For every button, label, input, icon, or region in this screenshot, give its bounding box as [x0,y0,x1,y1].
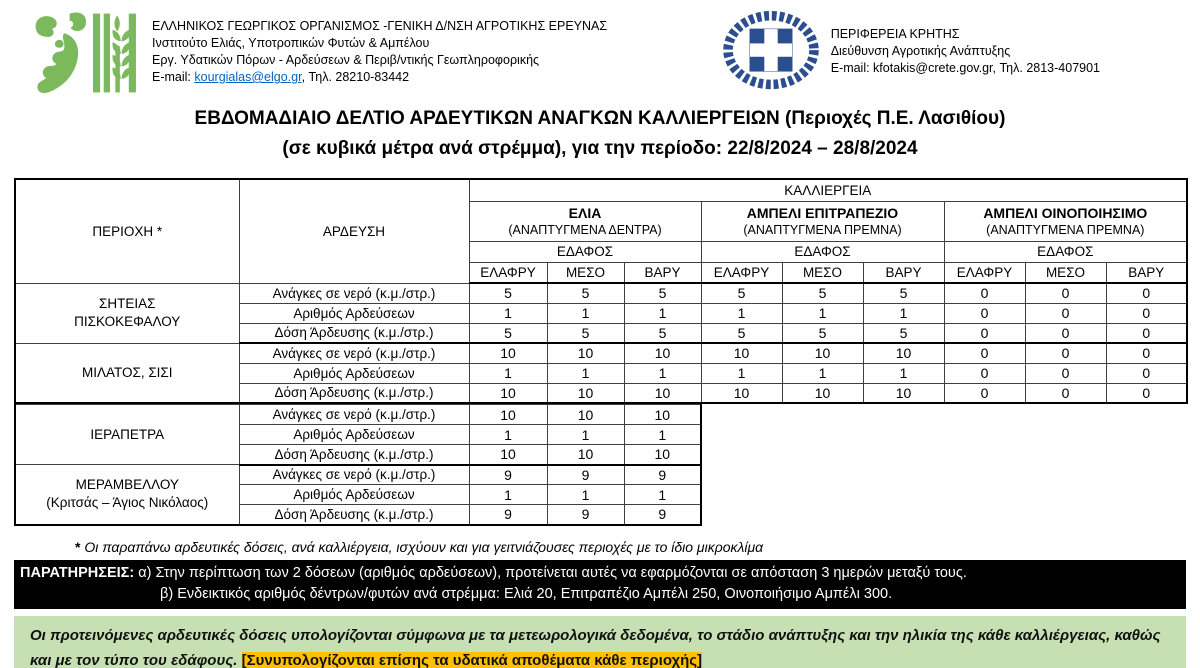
region-cell [15,343,239,403]
row-label: Αριθμός Αρδεύσεων [239,425,469,445]
method-note-highlight: [Συνυπολογίζονται επίσης τα υδατικά αποθέματα κάθε περιοχής] [241,651,703,668]
value-cell: 0 [1025,343,1106,363]
value-cell: 1 [547,303,624,323]
crete-header-text [831,10,1100,77]
value-cell: 10 [782,383,863,403]
email-label: E-mail: [152,70,195,84]
value-cell: 5 [469,323,547,343]
elgo-header-block [30,10,607,101]
value-cell: 5 [782,283,863,303]
asterisk-footnote [75,539,1200,555]
value-cell: 5 [863,323,944,343]
elgo-header-text [152,10,607,86]
header-irrigation: ΑΡΔΕΥΣΗ [239,179,469,283]
value-cell: 10 [547,405,624,425]
value-cell: 1 [469,303,547,323]
value-cell: 0 [944,383,1025,403]
header-culture: ΚΑΛΛΙΕΡΓΕΙΑ [469,179,1187,201]
value-cell: 0 [1106,283,1187,303]
value-cell: 1 [701,363,782,383]
value-cell: 10 [624,343,701,363]
region-cell [15,405,239,465]
header-region: ΠΕΡΙΟΧΗ * [15,179,239,283]
value-cell: 10 [701,383,782,403]
value-cell: 10 [624,383,701,403]
header-crop-wine-grape [944,201,1187,241]
crop-name: ΑΜΠΕΛΙ ΕΠΙΤΡΑΠΕΖΙΟ [746,205,899,221]
observation-a-text: α) Στην περίπτωση των 2 δόσεων (αριθμός αρδεύσεων), προτείνεται αυτές να εφαρμόζονται σε απόσταση 3 ημερών μεταξύ τους. [138,564,967,581]
value-cell: 10 [863,383,944,403]
header-soil: ΕΔΑΦΟΣ [701,241,944,262]
footnote-star: * [75,538,85,555]
value-cell: 10 [547,445,624,465]
value-cell: 0 [944,363,1025,383]
elgo-line-2: Ινστιτούτο Ελιάς, Υποτροπικών Φυτών & Αμπέλου [152,36,430,50]
header-soil-light: ΕΛΑΦΡΥ [469,262,547,283]
observations-box [14,560,1186,609]
elgo-line-1: ΕΛΛΗΝΙΚΟΣ ΓΕΩΡΓΙΚΟΣ ΟΡΓΑΝΙΣΜΟΣ -ΓΕΝΙΚΗ Δ/ΝΣΗ ΑΓΡΟΤΙΚΗΣ ΕΡΕΥΝΑΣ [152,19,608,33]
value-cell: 0 [1106,343,1187,363]
value-cell: 0 [1106,303,1187,323]
value-cell: 5 [701,283,782,303]
observation-line-a [20,563,1180,584]
value-cell: 5 [469,283,547,303]
crop-sub: (ΑΝΑΠΤΥΓΜΕΝΑ ΔΕΝΤΡΑ) [508,223,662,237]
row-label: Αριθμός Αρδεύσεων [239,303,469,323]
header-soil: ΕΔΑΦΟΣ [469,241,701,262]
value-cell: 5 [782,323,863,343]
observations-label: ΠΑΡΑΤΗΡΗΣΕΙΣ: [20,564,135,581]
title-line-1: ΕΒΔΟΜΑΔΙΑΙΟ ΔΕΛΤΙΟ ΑΡΔΕΥΤΙΚΩΝ ΑΝΑΓΚΩΝ ΚΑΛΛΙΕΡΓΕΙΩΝ (Περιοχές Π.Ε. Λασιθίου) [194,108,1006,129]
value-cell: 10 [469,445,547,465]
value-cell: 0 [1106,323,1187,343]
row-label: Δόση Άρδευσης (κ.μ./στρ.) [239,505,469,525]
value-cell: 0 [944,283,1025,303]
region-line-2: (Κριτσάς – Άγιος Νικόλαος) [46,495,209,511]
value-cell: 0 [944,303,1025,323]
page-title [0,104,1200,164]
value-cell: 1 [624,485,701,505]
header-soil-light: ΕΛΑΦΡΥ [701,262,782,283]
value-cell: 1 [782,363,863,383]
irrigation-table-top [14,178,1188,404]
header-soil-medium: ΜΕΣΟ [782,262,863,283]
value-cell: 5 [547,323,624,343]
region-line-1: ΜΙΛΑΤΟΣ, ΣΙΣΙ [81,364,173,380]
row-label: Αριθμός Αρδεύσεων [239,363,469,383]
value-cell: 1 [469,425,547,445]
value-cell: 9 [547,465,624,485]
footnote-text: Οι παραπάνω αρδευτικές δόσεις, ανά καλλιέργεια, ισχύουν και για γειτνιάζουσες περιοχές με το ίδιο μικροκλίμα [84,538,764,555]
crete-contact-line: E-mail: kfotakis@crete.gov.gr, Τηλ. 2813-407901 [830,61,1100,75]
region-line-1: ΜΕΡΑΜΒΕΛΛΟΥ [75,477,179,493]
value-cell: 9 [469,465,547,485]
value-cell: 1 [782,303,863,323]
row-label: Ανάγκες σε νερό (κ.μ./στρ.) [239,343,469,363]
value-cell: 5 [547,283,624,303]
row-label: Ανάγκες σε νερό (κ.μ./στρ.) [239,405,469,425]
value-cell: 0 [1106,363,1187,383]
value-cell: 1 [547,363,624,383]
header-soil-heavy: ΒΑΡΥ [1106,262,1187,283]
value-cell: 10 [469,405,547,425]
header-soil-medium: ΜΕΣΟ [547,262,624,283]
value-cell: 1 [863,363,944,383]
value-cell: 1 [624,303,701,323]
value-cell: 1 [547,485,624,505]
header-crop-table-grape [701,201,944,241]
header-soil-medium: ΜΕΣΟ [1025,262,1106,283]
value-cell: 1 [624,425,701,445]
region-cell [15,283,239,343]
value-cell: 10 [469,343,547,363]
irrigation-table-wrap [14,178,1200,526]
page-header [0,0,1200,96]
header-soil: ΕΔΑΦΟΣ [944,241,1187,262]
value-cell: 5 [624,283,701,303]
header-soil-heavy: ΒΑΡΥ [863,262,944,283]
value-cell: 9 [624,505,701,525]
value-cell: 1 [469,485,547,505]
row-label: Δόση Άρδευσης (κ.μ./στρ.) [239,383,469,403]
row-label: Αριθμός Αρδεύσεων [239,485,469,505]
value-cell: 10 [469,383,547,403]
method-note-text: Οι προτεινόμενες αρδευτικές δόσεις υπολογίζονται σύμφωνα με τα μετεωρολογικά δεδομένα, το στάδιο ανάπτυξης και την ηλικία της κάθε καλλιέργειας, καθώς και με τον τύπο του εδάφους. [30,626,1161,668]
value-cell: 5 [624,323,701,343]
row-label: Δόση Άρδευσης (κ.μ./στρ.) [239,445,469,465]
crop-sub: (ΑΝΑΠΤΥΓΜΕΝΑ ΠΡΕΜΝΑ) [986,223,1145,237]
value-cell: 10 [782,343,863,363]
value-cell: 10 [701,343,782,363]
value-cell: 10 [863,343,944,363]
value-cell: 10 [624,445,701,465]
method-note-box [14,616,1186,668]
row-label: Ανάγκες σε νερό (κ.μ./στρ.) [239,283,469,303]
value-cell: 10 [547,383,624,403]
crete-header-block [723,10,1100,99]
header-crop-olive [469,201,701,241]
value-cell: 5 [863,283,944,303]
elgo-email-link[interactable]: kourgialas@elgo.gr [194,70,302,84]
value-cell: 1 [863,303,944,323]
crete-line-2: Διεύθυνση Αγροτικής Ανάπτυξης [830,44,1011,58]
crop-name: ΕΛΙΑ [568,205,602,221]
value-cell: 1 [701,303,782,323]
value-cell: 1 [469,363,547,383]
row-label: Δόση Άρδευσης (κ.μ./στρ.) [239,323,469,343]
crop-name: ΑΜΠΕΛΙ ΟΙΝΟΠΟΙΗΣΙΜΟ [983,205,1148,221]
value-cell: 0 [1025,363,1106,383]
crete-line-1: ΠΕΡΙΦΕΡΕΙΑ ΚΡΗΤΗΣ [830,27,960,41]
value-cell: 9 [624,465,701,485]
value-cell: 1 [624,363,701,383]
header-soil-light: ΕΛΑΦΡΥ [944,262,1025,283]
value-cell: 10 [547,343,624,363]
value-cell: 0 [944,343,1025,363]
elgo-line-3: Εργ. Υδατικών Πόρων - Αρδεύσεων & Περιβ/ντικής Γεωπληροφορικής [152,53,540,67]
elgo-contact-line [152,69,607,86]
greek-republic-emblem-icon [723,10,819,99]
elgo-phone: , Τηλ. 28210-83442 [301,70,410,84]
value-cell: 0 [1025,323,1106,343]
value-cell: 0 [1025,383,1106,403]
value-cell: 0 [1025,283,1106,303]
region-line-1: ΙΕΡΑΠΕΤΡΑ [90,426,165,442]
value-cell: 5 [701,323,782,343]
title-line-2: (σε κυβικά μέτρα ανά στρέμμα), για την περίοδο: 22/8/2024 – 28/8/2024 [282,138,918,159]
observation-line-b: β) Ενδεικτικός αριθμός δέντρων/φυτών ανά στρέμμα: Ελιά 20, Επιτραπέζιο Αμπέλι 250, Οινοποιήσιμο Αμπέλι 300. [160,585,893,602]
region-line-2: ΠΙΣΚΟΚΕΦΑΛΟΥ [74,314,181,329]
header-soil-heavy: ΒΑΡΥ [624,262,701,283]
value-cell: 10 [624,405,701,425]
value-cell: 0 [1025,303,1106,323]
row-label: Ανάγκες σε νερό (κ.μ./στρ.) [239,465,469,485]
irrigation-table-bottom [14,404,702,526]
region-line-1: ΣΗΤΕΙΑΣ [99,296,156,311]
region-cell [15,465,239,525]
value-cell: 0 [944,323,1025,343]
value-cell: 1 [547,425,624,445]
elgo-wheat-face-logo-icon [30,10,138,101]
crop-sub: (ΑΝΑΠΤΥΓΜΕΝΑ ΠΡΕΜΝΑ) [743,223,902,237]
value-cell: 9 [547,505,624,525]
value-cell: 0 [1106,383,1187,403]
value-cell: 9 [469,505,547,525]
